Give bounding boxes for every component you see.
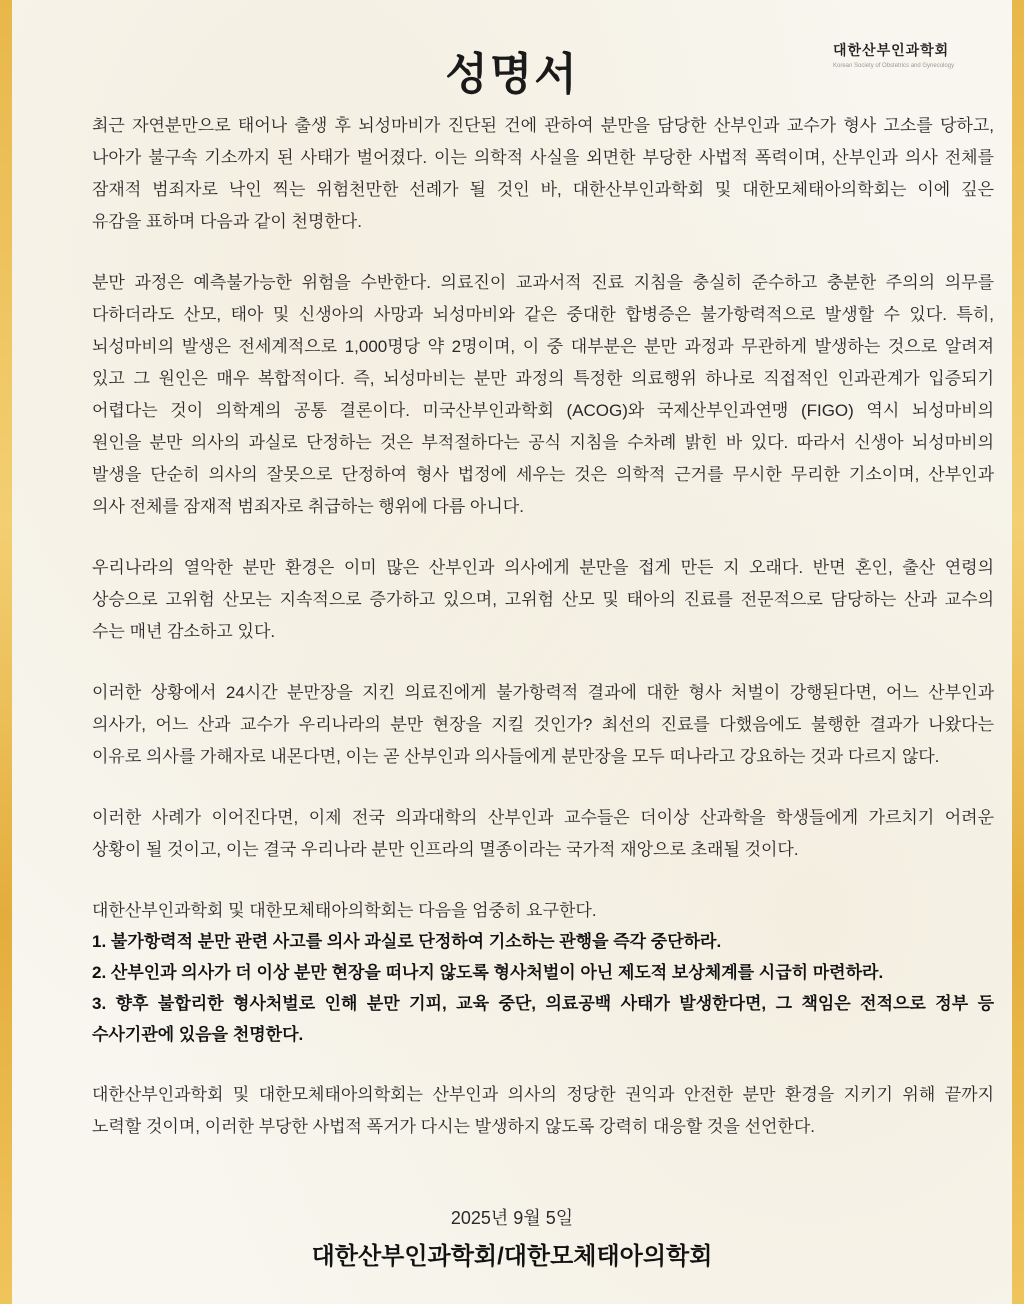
text-line: 나아가 불구속 기소까지 된 사태가 벌어졌다. 이는 의학적 사실을 외면한 부당한 사법적 폭력이며, 산부인과 의사 전체를 [92, 148, 994, 167]
text-line: 상승으로 고위험 산모는 지속적으로 증가하고 있으며, 고위험 산모 및 태아의 진료를 전문적으로 담당하는 산과 교수의 [92, 590, 994, 609]
text-line: 대한산부인과학회 및 대한모체태아의학회는 산부인과 의사의 정당한 권익과 안전한 분만 환경을 지키기 위해 끝까지 [92, 1085, 994, 1104]
logo-english: Korean Society of Obstetrics and Gynecology [833, 63, 955, 69]
text-line: 어렵다는 것이 의학계의 공통 결론이다. 미국산부인과학회 (ACOG)와 국제산부인과연맹 (FIGO) 역시 뇌성마비의 [92, 401, 994, 420]
text-line: 이유로 의사를 가해자로 내몬다면, 이는 곧 산부인과 의사들에게 분만장을 모두 떠나라고 강요하는 것과 다르지 않다. [92, 747, 940, 766]
paragraph [92, 110, 994, 238]
text-line: 상황이 될 것이고, 이는 결국 우리나라 분만 인프라의 멸종이라는 국가적 재앙으로 초래될 것이다. [92, 840, 799, 859]
text-line: 수는 매년 감소하고 있다. [92, 622, 276, 641]
text-line: 이러한 사례가 이어진다면, 이제 전국 의과대학의 산부인과 교수들은 더이상 산과학을 학생들에게 가르치기 어려운 [92, 808, 994, 827]
text-line: 원인을 분만 의사의 과실로 단정하는 것은 부적절하다는 공식 지침을 수차례 밝힌 바 있다. 따라서 신생아 뇌성마비의 [92, 433, 994, 452]
text-line: 이러한 상황에서 24시간 분만장을 지킨 의료진에게 불가항력적 결과에 대한 형사 처벌이 강행된다면, 어느 산부인과 [92, 683, 994, 702]
text-line: 유감을 표하며 다음과 같이 천명한다. [92, 212, 362, 231]
paragraph [92, 267, 994, 523]
text-line: 다하더라도 산모, 태아 및 신생아의 사망과 뇌성마비와 같은 중대한 합병증은 불가항력적으로 발생할 수 있다. 특히, [92, 305, 994, 324]
paragraph [92, 552, 994, 648]
gold-border-left [0, 0, 12, 1304]
text-line: 있고 그 원인은 매우 복합적이다. 즉, 뇌성마비는 분만 과정의 특정한 의료행위 하나로 직접적인 인과관계가 입증되기 [92, 369, 994, 388]
text-line: 발생을 단순히 의사의 잘못으로 단정하여 형사 법정에 세우는 것은 의학적 근거를 무시한 무리한 기소이며, 산부인과 [92, 465, 994, 484]
text-line: 최근 자연분만으로 태어나 출생 후 뇌성마비가 진단된 건에 관하여 분만을 담당한 산부인과 교수가 형사 고소를 당하고, [92, 116, 994, 135]
society-logo [833, 40, 954, 69]
statement-body [92, 110, 994, 1172]
logo-korean: 대한산부인과학회 [833, 42, 950, 58]
demand-item: 1. 불가항력적 분만 관련 사고를 의사 과실로 단정하여 기소하는 관행을 즉각 중단하라. [92, 932, 722, 951]
text-line: 의사 전체를 잠재적 범죄자로 취급하는 행위에 다름 아니다. [92, 497, 524, 516]
signature: 대한산부인과학회/대한모체태아의학회 [311, 1243, 713, 1270]
paragraph [92, 802, 994, 866]
demands-intro: 대한산부인과학회 및 대한모체태아의학회는 다음을 엄중히 요구한다. [92, 901, 597, 920]
demand-item: 2. 산부인과 의사가 더 이상 분만 현장을 떠나지 않도록 형사처벌이 아닌 제도적 보상체계를 시급히 마련하라. [92, 963, 884, 982]
statement-date: 2025년 9월 5일 [450, 1208, 574, 1228]
gold-border-right [1012, 0, 1024, 1304]
text-line: 의사가, 어느 산과 교수가 우리나라의 분만 현장을 지킬 것인가? 최선의 진료를 다했음에도 불행한 결과가 나왔다는 [92, 715, 994, 734]
text-line: 우리나라의 열악한 분만 환경은 이미 많은 산부인과 의사에게 분만을 접게 만든 지 오래다. 반면 혼인, 출산 연령의 [92, 558, 994, 577]
demands-section [92, 895, 994, 1050]
paragraph [92, 677, 994, 773]
demand-item: 3. 향후 불합리한 형사처벌로 인해 분만 기피, 교육 중단, 의료공백 사태가 발생한다면, 그 책임은 전적으로 정부 등 [92, 994, 994, 1013]
text-line: 뇌성마비의 발생은 전세계적으로 1,000명당 약 2명이며, 이 중 대부분은 분만 과정과 무관하게 발생하는 것으로 알려져 [92, 337, 994, 356]
demand-item: 수사기관에 있음을 천명한다. [92, 1025, 304, 1044]
text-line: 분만 과정은 예측불가능한 위험을 수반한다. 의료진이 교과서적 진료 지침을 충실히 준수하고 충분한 주의의 의무를 [92, 273, 994, 292]
closing-paragraph [92, 1079, 994, 1143]
demands-list [92, 926, 994, 1050]
text-line: 노력할 것이며, 이러한 부당한 사법적 폭거가 다시는 발생하지 않도록 강력히 대응할 것을 선언한다. [92, 1117, 816, 1136]
page-title: 성명서 [445, 50, 579, 99]
text-line: 잠재적 범죄자로 낙인 찍는 위험천만한 선례가 될 것인 바, 대한산부인과학회 및 대한모체태아의학회는 이에 깊은 [92, 180, 994, 199]
